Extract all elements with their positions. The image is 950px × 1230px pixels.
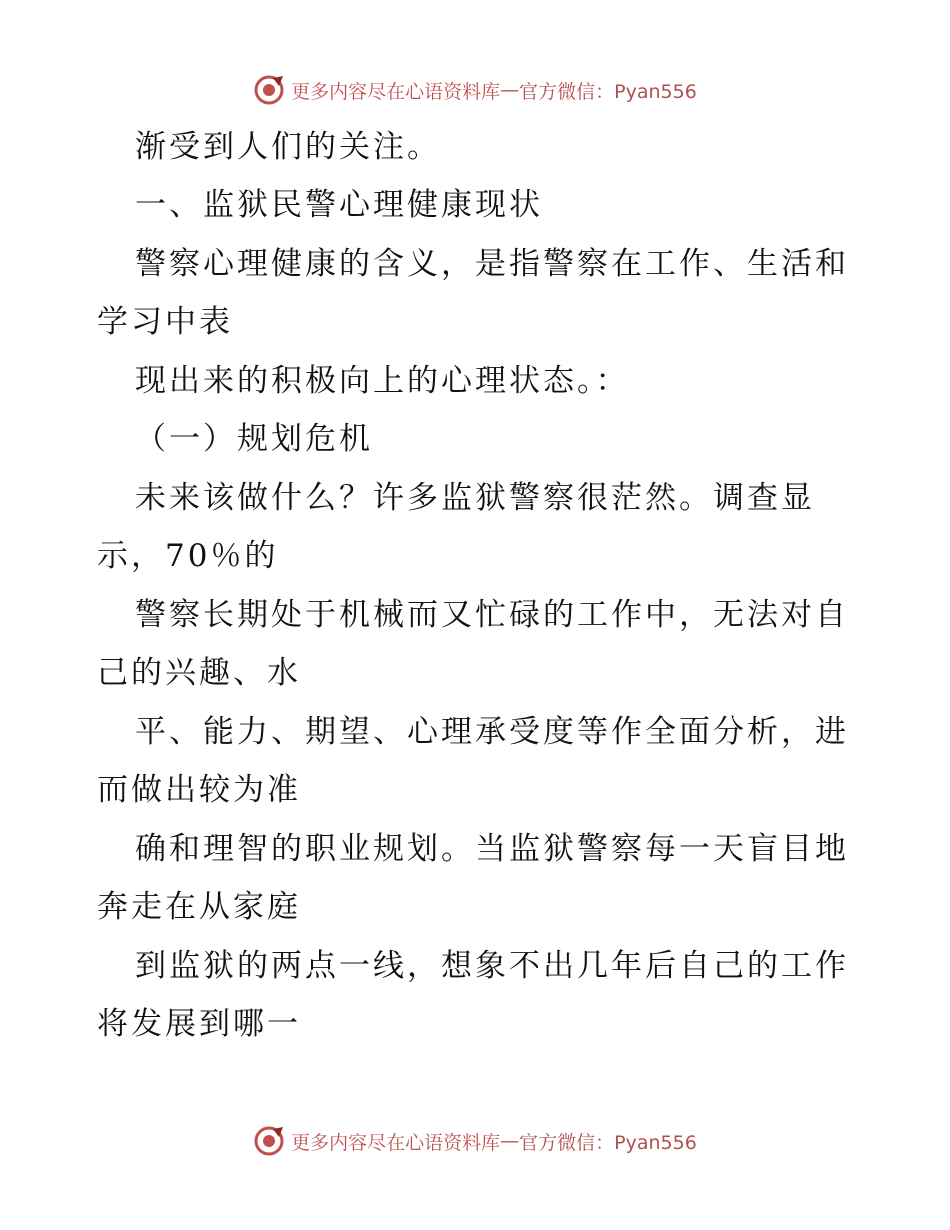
text-line: 奔走在从家庭 — [97, 889, 301, 925]
header-watermark — [0, 70, 950, 110]
text-line: 到监狱的两点一线，想象不出几年后自己的工作 — [135, 948, 849, 984]
watermark-text: 更多内容尽在心语资料库 — [291, 1131, 501, 1154]
text-line: 己的兴趣、水 — [97, 655, 301, 691]
document-body — [0, 118, 950, 1078]
text-line: 现出来的积极向上的心理状态。： — [135, 363, 630, 399]
text-line: 确和理智的职业规划。当监狱警察每一天盲目地 — [135, 831, 849, 867]
watermark-separator: — — [500, 1130, 520, 1152]
text-line: 渐受到人们的关注。 — [135, 129, 441, 165]
text-line: 将发展到哪一 — [97, 1006, 301, 1042]
pen-logo-icon — [253, 74, 285, 106]
subsection-heading: （一）规划危机 — [135, 421, 373, 457]
text-line: 而做出较为准 — [97, 772, 301, 808]
text-line: 警察心理健康的含义，是指警察在工作、生活和 — [135, 246, 849, 282]
watermark-wechat: 官方微信：Pyan556 — [519, 1131, 697, 1154]
section-heading: 一、监狱民警心理健康现状 — [135, 187, 543, 223]
watermark-wechat: 官方微信：Pyan556 — [519, 80, 697, 103]
watermark-separator: — — [500, 79, 520, 101]
text-line: 警察长期处于机械而又忙碌的工作中，无法对自 — [135, 597, 849, 633]
text-line: 未来该做什么？许多监狱警察很茫然。调查显 — [135, 480, 815, 516]
text-line: 平、能力、期望、心理承受度等作全面分析，进 — [135, 714, 849, 750]
footer-watermark — [0, 1121, 950, 1161]
text-line: 示，70％的 — [97, 538, 279, 574]
text-line: 学习中表 — [97, 304, 233, 340]
watermark-text: 更多内容尽在心语资料库 — [291, 80, 501, 103]
pen-logo-icon — [253, 1125, 285, 1157]
